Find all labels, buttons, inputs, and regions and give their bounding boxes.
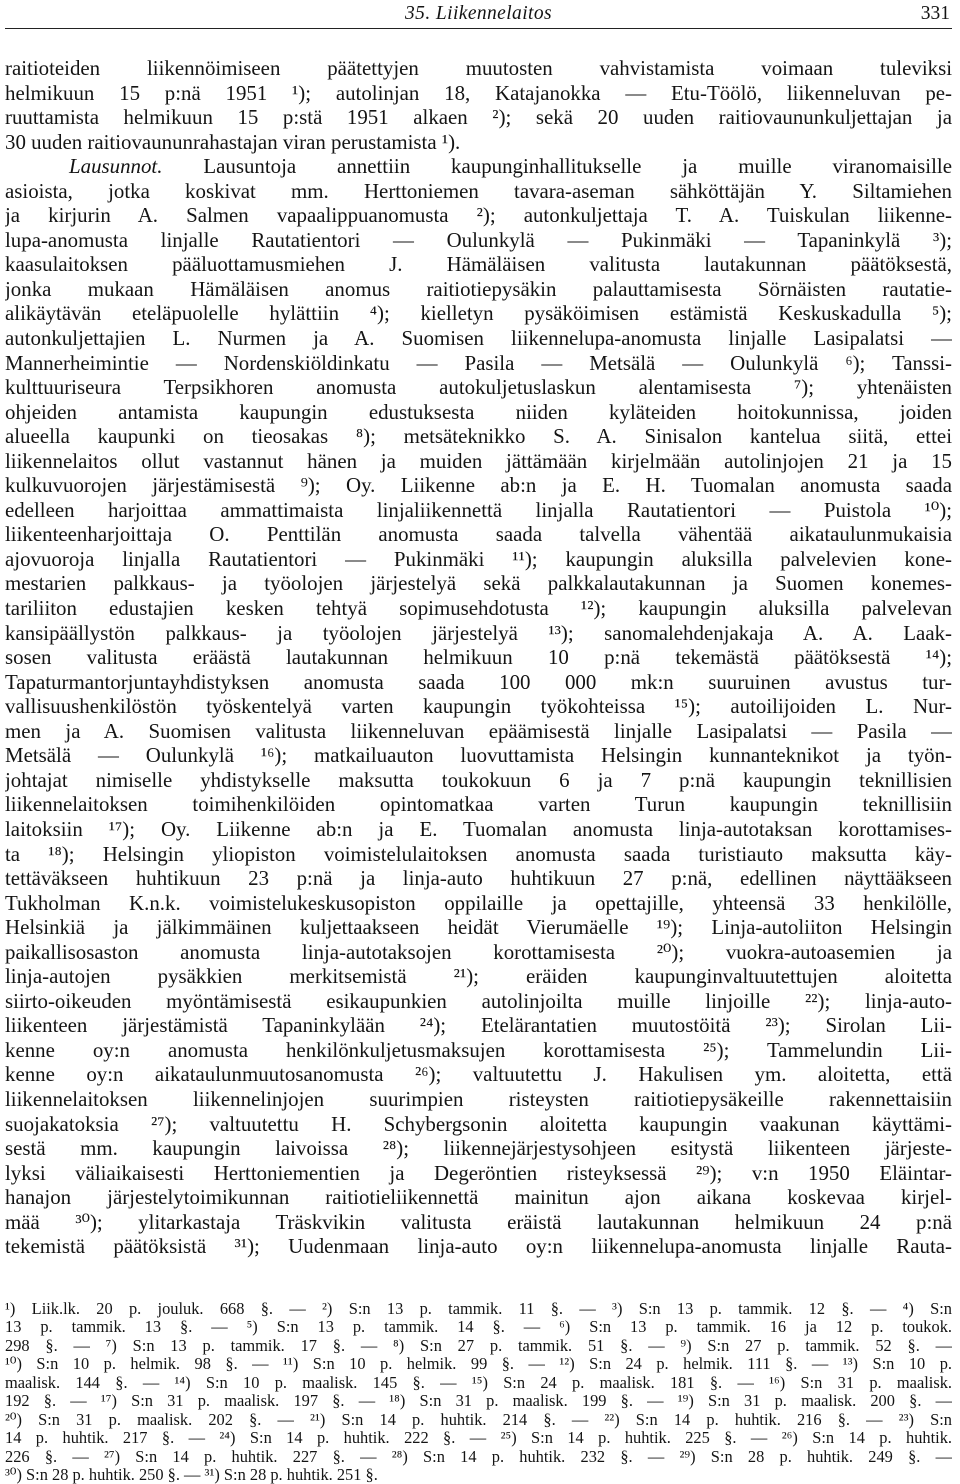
body-line: edelleen harjoittaa ammattimaista linjaliikennettä linjalla Rautatientori — Puistola ¹⁰); bbox=[5, 497, 952, 522]
body-line: 30 uuden raitiovaununrahastajan viran perustamista ¹). bbox=[5, 129, 461, 154]
body-line: autonkuljettajien L. Nurmen ja A. Suomisen liikennelupa-anomusta linjalle Lasipalatsi — bbox=[5, 326, 952, 351]
body-line: kenne oy:n aikataulunmuutosanomusta ²⁶); valtuutettu J. Hakulisen ym. aloitetta, että bbox=[5, 1062, 952, 1087]
body-line: mestarien palkkaus- ja työolojen järjestelyä sekä palkkalautakunnan ja Suomen konemes- bbox=[5, 571, 952, 596]
body-line: Tapaturmantorjuntayhdistyksen anomusta saada 100 000 mk:n suuruinen avustus tur- bbox=[5, 669, 952, 694]
body-line: liikennelaitoksen toimihenkilöiden opintomatkaa varten Turun kaupungin teknillisiin bbox=[5, 792, 952, 817]
page-number: 331 bbox=[920, 3, 950, 24]
footnote-line: maalisk. 144 §. — ¹⁴) S:n 10 p. maalisk. 145 §. — ¹⁵) S:n 24 p. maalisk. 181 §. — ¹⁶) S:n 31 p. maalisk. bbox=[5, 1373, 952, 1392]
body-line: Metsälä — Oulunkylä ¹⁶); matkailuauton luovuttamista Helsingin kunnanteknikot ja työn- bbox=[5, 743, 952, 768]
footnote-line: 298 §. — ⁷) S:n 13 p. tammik. 17 §. — ⁸) S:n 27 p. tammik. 51 §. — ⁹) S:n 27 p. tammik. 52 §. — bbox=[5, 1336, 952, 1355]
body-line: siirto-oikeuden myöntämisestä esikaupunkien autolinjoilta muille linjoille ²²); linja-auto- bbox=[5, 988, 952, 1013]
body-line: liikenteen järjestämistä Tapaninkylään ²⁴); Etelärantatien muutostöitä ²³); Sirolan Lii- bbox=[5, 1013, 952, 1038]
footnote-line: 14 p. huhtik. 217 §. — ²⁴) S:n 14 p. huhtik. 222 §. — ²⁵) S:n 14 p. huhtik. 225 §. — ²⁶) S:n 14 p. huhtik. bbox=[5, 1429, 952, 1448]
body-line: laitoksiin ¹⁷); Oy. Liikenne ab:n ja E. Tuomalan anomusta linja-autotaksan korottamises- bbox=[5, 816, 952, 841]
body-line: lupa-anomusta linjalle Rautatientori — Oulunkylä — Pukinmäki — Tapaninkylä ³); bbox=[5, 227, 952, 252]
section-title: 35. Liikennelaitos bbox=[405, 3, 552, 24]
body-line: kenne oy:n anomusta henkilönkuljetusmaksujen korottamisesta ²⁵); Tammelundin Lii- bbox=[5, 1037, 952, 1062]
footnote-line: 226 §. — ²⁷) S:n 14 p. huhtik. 227 §. — ²⁸) S:n 14 p. huhtik. 232 §. — ²⁹) S:n 28 p. huhtik. 249 §. — bbox=[5, 1447, 952, 1466]
body-line: mää ³⁰); ylitarkastaja Träskvikin valitusta eräistä lautakunnan helmikuun 24 p:nä bbox=[5, 1209, 952, 1234]
body-line: tekemistä päätöksistä ³¹); Uudenmaan linja-auto oy:n liikennelupa-anomusta linjalle Rauta- bbox=[5, 1234, 952, 1259]
body-line: alueella kaupunki on tieosakas ⁸); metsäteknikko S. A. Sinisalon kantelua siitä, ettei bbox=[5, 424, 952, 449]
body-text bbox=[5, 56, 952, 1259]
body-line: ta ¹⁸); Helsingin yliopiston voimistelulaitoksen anomusta saada turistiauto maksutta käy- bbox=[5, 841, 952, 866]
body-line: liikennelaitos ollut vastannut hänen ja muiden jättämään kirjelmään autolinjojen 21 ja 15 bbox=[5, 448, 952, 473]
footnote-line: ³⁰) S:n 28 p. huhtik. 250 §. — ³¹) S:n 28 p. huhtik. 251 §. bbox=[5, 1465, 378, 1484]
body-line: lyksi väliaikaisesti Herttoniementien ja Degeröntien risteyksessä ²⁹); v:n 1950 Eläintar- bbox=[5, 1160, 952, 1185]
body-line: ohjeiden antamista kaupungin edustuksesta niiden kyläteiden hoitokunnissa, joiden bbox=[5, 399, 952, 424]
body-line: linja-autojen pysäkkien merkitsemistä ²¹); eräiden kaupunginvaltuutettujen aloitetta bbox=[5, 964, 952, 989]
body-line: Helsinkiä ja jälkimmäinen kuljettaakseen heidät Vierumäelle ¹⁹); Linja-autoliiton Helsingin bbox=[5, 915, 952, 940]
body-line: liikennelaitoksen liikennelinjojen suurimpien risteysten raitiotiepysäkeille rakennettaisiin bbox=[5, 1086, 952, 1111]
body-line: ajovuoroja linjalla Rautatientori — Pukinmäki ¹¹); kaupungin aluksilla palvelevien kone- bbox=[5, 546, 952, 571]
body-line: vallisuushenkilöstön työskentelyä varten kaupungin työkohteissa ¹⁵); autoilijoiden L. Nur- bbox=[5, 694, 952, 719]
body-line: liikenteenharjoittaja O. Penttilän anomusta saada talvella vähentää aikataulunmukaisia bbox=[5, 522, 952, 547]
body-line: johtajat nimiselle yhdistykselle maksutta toukokuun 6 ja 7 p:nä kaupungin teknillisien bbox=[5, 767, 952, 792]
body-line: tariliiton edustajien kesken tehtyä sopimusehdotusta ¹²); kaupungin aluksilla palvelevan bbox=[5, 596, 952, 621]
body-line: kulttuuriseura Terpsikhoren anomusta autokuljetuslaskun alentamisesta ⁷); yhtenäisten bbox=[5, 375, 952, 400]
body-line: ja kirjurin A. Salmen vapaalippuanomusta ²); autonkuljettaja T. A. Tuiskulan liikenne- bbox=[5, 203, 952, 228]
body-line: raitioteiden liikennöimiseen päätettyjen muutosten vahvistamista voimaan tuleviksi bbox=[5, 56, 952, 80]
body-line: asioista, jotka koskivat mm. Herttoniemen tavara-aseman sähköttäjän Y. Siltamiehen bbox=[5, 178, 952, 203]
body-line: tettäväkseen huhtikuun 23 p:nä ja linja-auto huhtikuun 27 p:nä, edellinen näyttääkseen bbox=[5, 866, 952, 891]
body-line: helmikuun 15 p:nä 1951 ¹); autolinjan 18, Katajanokka — Etu-Töölö, liikenneluvan pe- bbox=[5, 80, 952, 105]
footnote-line: ¹⁰) S:n 10 p. helmik. 98 §. — ¹¹) S:n 10 p. helmik. 99 §. — ¹²) S:n 24 p. helmik. 111 §. — ¹³) S:n 10 p. bbox=[5, 1355, 952, 1374]
footnote-line: 192 §. — ¹⁷) S:n 31 p. maalisk. 197 §. — ¹⁸) S:n 31 p. maalisk. 199 §. — ¹⁹) S:n 31 p. maalisk. 200 §. — bbox=[5, 1392, 952, 1411]
body-line: jonka mukaan Hämäläisen anomus raitiotiepysäkin palauttamisesta Sörnäisten rautatie- bbox=[5, 276, 952, 301]
body-line: sosen valitusta eräästä lautakunnan helmikuun 10 p:nä tekemästä päätöksestä ¹⁴); bbox=[5, 645, 952, 670]
section-label: Lausunnot. bbox=[69, 154, 163, 179]
footnote-line: ²⁰) S:n 31 p. maalisk. 202 §. — ²¹) S:n 14 p. huhtik. 214 §. — ²²) S:n 14 p. huhtik. 216 §. — ²³) S:n bbox=[5, 1410, 952, 1429]
footnote-line: ¹) Liik.lk. 20 p. jouluk. 668 §. — ²) S:n 13 p. tammik. 11 §. — ³) S:n 13 p. tammik. 12 §. — ⁴) S:n bbox=[5, 1300, 952, 1318]
body-line: suojakatoksia ²⁷); valtuutettu H. Schybergsonin aloitetta kaupungin vaakunan käyttämi- bbox=[5, 1111, 952, 1136]
footnote-line: 13 p. tammik. 13 §. — ⁵) S:n 13 p. tammik. 14 §. — ⁶) S:n 13 p. tammik. 16 ja 12 p. toukok. bbox=[5, 1318, 952, 1337]
body-line: paikallisosaston anomusta linja-autotaksojen korottamisesta ²⁰); vuokra-autoasemien ja bbox=[5, 939, 952, 964]
body-line: sestä mm. kaupungin laivoissa ²⁸); liikennejärjestysohjeen esitystä liikenteen järjeste- bbox=[5, 1136, 952, 1161]
body-line: ruuttamista helmikuun 15 p:stä 1951 alkaen ²); sekä 20 uuden raitiovaununkuljettajan ja bbox=[5, 105, 952, 130]
body-line: Tukholman K.n.k. voimistelukeskusopiston oppilaille ja opettajille, yhteensä 33 henkilölle, bbox=[5, 890, 952, 915]
body-line: kansipäällystön palkkaus- ja työolojen järjestelyä ¹³); sanomalehdenjakaja A. A. Laak- bbox=[5, 620, 952, 645]
body-line: men ja A. Suomisen valitusta liikenneluvan epäämisestä linjalle Lasipalatsi — Pasila — bbox=[5, 718, 952, 743]
footnotes bbox=[5, 1300, 952, 1484]
body-line: kulkuvuorojen järjestämisestä ⁹); Oy. Liikenne ab:n ja E. H. Tuomalan anomusta saada bbox=[5, 473, 952, 498]
body-line: alikäytävän eteläpuolelle hylättiin ⁴); kielletyn pysäköimisen estämistä Keskuskadulla ⁵); bbox=[5, 301, 952, 326]
body-line: Lausunnot. Lausuntoja annettiin kaupunginhallitukselle ja muille viranomaisille bbox=[69, 154, 952, 179]
body-line: kaasulaitoksen pääluottamusmiehen J. Hämäläisen valitusta lautakunnan päätöksestä, bbox=[5, 252, 952, 277]
running-header bbox=[5, 2, 952, 29]
body-line: hanajon järjestelytoimikunnan raitiotieliikennettä mainitun ajon aikana koskevaa kirjel- bbox=[5, 1185, 952, 1210]
body-line: Mannerheimintie — Nordenskiöldinkatu — Pasila — Metsälä — Oulunkylä ⁶); Tanssi- bbox=[5, 350, 952, 375]
